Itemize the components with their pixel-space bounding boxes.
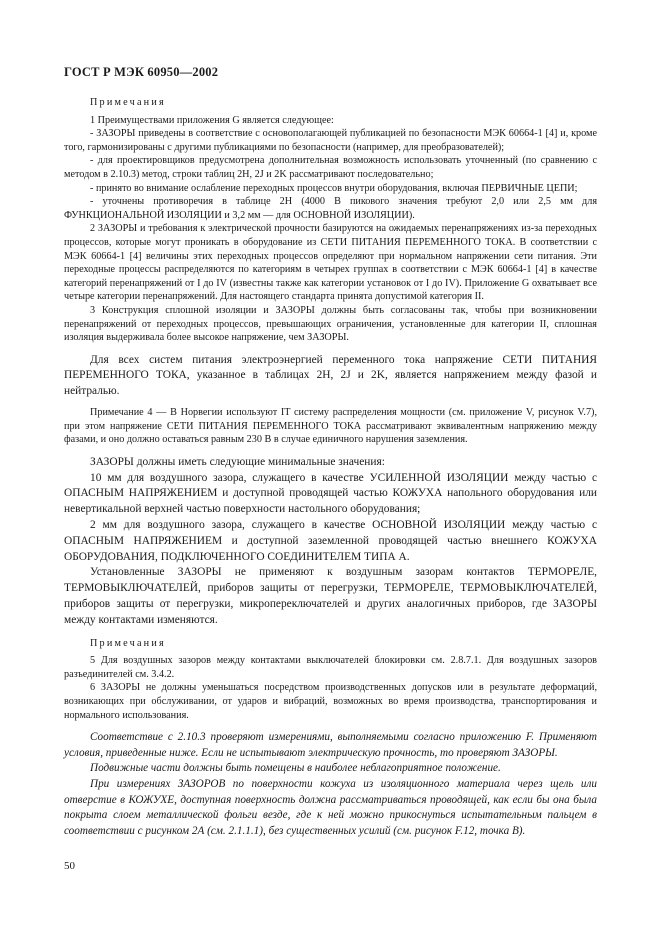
note-1-item-1: - ЗАЗОРЫ приведены в соответствие с основополагающей публикацией по безопасности МЭК 60664-1 [4] и, кроме того, гармонизированы с другими публикациями по безопасности (например, для преобразователей); xyxy=(64,128,597,153)
compliance-paragraph: Подвижные части должны быть помещены в наиболее неблагоприятное положение. xyxy=(90,762,501,775)
standard-title: ГОСТ Р МЭК 60950—2002 xyxy=(64,65,219,79)
note-3: 3 Конструкция сплошной изоляции и ЗАЗОРЫ должны быть согласованы так, чтобы при возникновении перенапряжений от переходных процессов, превышающих ограничения, установленные для категории II, сплошная изоляция выдерживала более высокое напряжение, чем ЗАЗОРЫ. xyxy=(64,304,597,344)
note-4-block xyxy=(64,406,597,447)
note-1-item-2: - для проектировщиков предусмотрена дополнительная возможность использовать уточненный (по сравнению с методом в 2.10.3) метод, строки таблиц 2H, 2J и 2K рассматривают последовательно; xyxy=(64,155,597,180)
note-1-item-4: - уточнены противоречия в таблице 2H (4000 В пикового значения требуют 2,0 или 2,5 мм для ФУНКЦИОНАЛЬНОЙ ИЗОЛЯЦИИ и 3,2 мм — для ОСНОВНОЙ ИЗОЛЯЦИИ). xyxy=(64,196,597,221)
body-paragraph: 10 мм для воздушного зазора, служащего в качестве УСИЛЕННОЙ ИЗОЛЯЦИИ между частью с ОПАСНЫМ НАПРЯЖЕНИЕМ и доступной проводящей частью КОЖУХА напольного оборудования или невертикальной верхней частью поверхности настольного оборудования; xyxy=(64,471,597,516)
notes-heading: Примечания xyxy=(90,97,166,108)
compliance-paragraph: Соответствие с 2.10.3 проверяют измерениями, выполняемыми согласно приложению F. Применяют условия, приведенные ниже. Если не испытывают электрическую прочность, то проверяют ЗАЗОРЫ. xyxy=(64,731,597,759)
body-block-1 xyxy=(64,353,597,400)
compliance-block xyxy=(64,730,597,839)
body-paragraph: ЗАЗОРЫ должны иметь следующие минимальные значения: xyxy=(90,455,385,468)
body-paragraph: Для всех систем питания электроэнергией переменного тока напряжение СЕТИ ПИТАНИЯ ПЕРЕМЕННОГО ТОКА, указанное в таблицах 2H, 2J и 2K, является напряжением между фазой и нейтралью. xyxy=(64,353,597,398)
compliance-paragraph: При измерениях ЗАЗОРОВ по поверхности кожуха из изоляционного материала через щель или отверстие в КОЖУХЕ, доступная поверхность должна рассматриваться проводящей, как если бы она была покрыта слоем металлической фольги везде, где к ней можно прикоснуться испытательным пальцем в соответствии с рисунком 2А (см. 2.1.1.1), без существенных усилий (см. рисунок F.12, точка В). xyxy=(64,777,597,837)
note-1: 1 Преимуществами приложения G является следующее: xyxy=(90,114,334,126)
page-number: 50 xyxy=(64,860,75,872)
notes-block-2 xyxy=(64,637,597,723)
note-5: 5 Для воздушных зазоров между контактами выключателей блокировки см. 2.8.7.1. Для воздушных зазоров разъединителей см. 3.4.2. xyxy=(64,655,597,680)
page-content xyxy=(64,96,597,839)
body-paragraph: Установленные ЗАЗОРЫ не применяют к воздушным зазорам контактов ТЕРМОРЕЛЕ, ТЕРМОВЫКЛЮЧАТЕЛЕЙ, приборов защиты от перегрузки, ТЕРМОРЕЛЕ, ТЕРМОВЫКЛЮЧАТЕЛЕЙ, приборов защиты от перегрузки, микропереключателей и других аналогичных приборов, где ЗАЗОРЫ между контактами изменяются. xyxy=(64,566,597,626)
body-paragraph: 2 мм для воздушного зазора, служащего в качестве ОСНОВНОЙ ИЗОЛЯЦИИ между частью с ОПАСНЫМ НАПРЯЖЕНИЕМ и доступной заземленной проводящей частью внешнего КОЖУХА ОБОРУДОВАНИЯ, ПОДКЛЮЧЕННОГО СОЕДИНИТЕЛЕМ ТИПА А. xyxy=(64,519,597,563)
body-block-2 xyxy=(64,455,597,629)
note-1-item-3: - принято во внимание ослабление переходных процессов внутри оборудования, включая ПЕРВИЧНЫЕ ЦЕПИ; xyxy=(90,182,578,194)
notes-block-1 xyxy=(64,96,597,345)
note-2: 2 ЗАЗОРЫ и требования к электрической прочности базируются на ожидаемых перенапряжениях из-за переходных процессов, которые могут проникать в оборудование из СЕТИ ПИТАНИЯ ПЕРЕМЕННОГО ТОКА. В соответствии с МЭК 60664-1 [4] величины этих переходных процессов определяют при нормальном напряжении сети питания. Эти переходные процессы распределяются по категориям в четырех группах в соответствии с МЭК 60664-1 [4] в качестве категорий перенапряжений от I до IV (известны также как категории установок от I до IV). Приложение G охватывает все четыре категории перенапряжений. Для настоящего стандарта принята допустимой категория II. xyxy=(64,223,597,303)
note-4: Примечание 4 — В Норвегии используют IT систему распределения мощности (см. приложение V, рисунок V.7), при этом напряжение СЕТИ ПИТАНИЯ ПЕРЕМЕННОГО ТОКА рассматривают эквивалентным напряжению между фазами, и оно должно оставаться равным 230 В в случае единичного нарушения заземления. xyxy=(64,407,597,446)
note-6: 6 ЗАЗОРЫ не должны уменьшаться посредством производственных допусков или в результате деформаций, возникающих при обслуживании, от ударов и вибраций, возможных во время производства, транспортирования и нормального использования. xyxy=(64,682,597,721)
notes-heading: Примечания xyxy=(90,637,166,649)
